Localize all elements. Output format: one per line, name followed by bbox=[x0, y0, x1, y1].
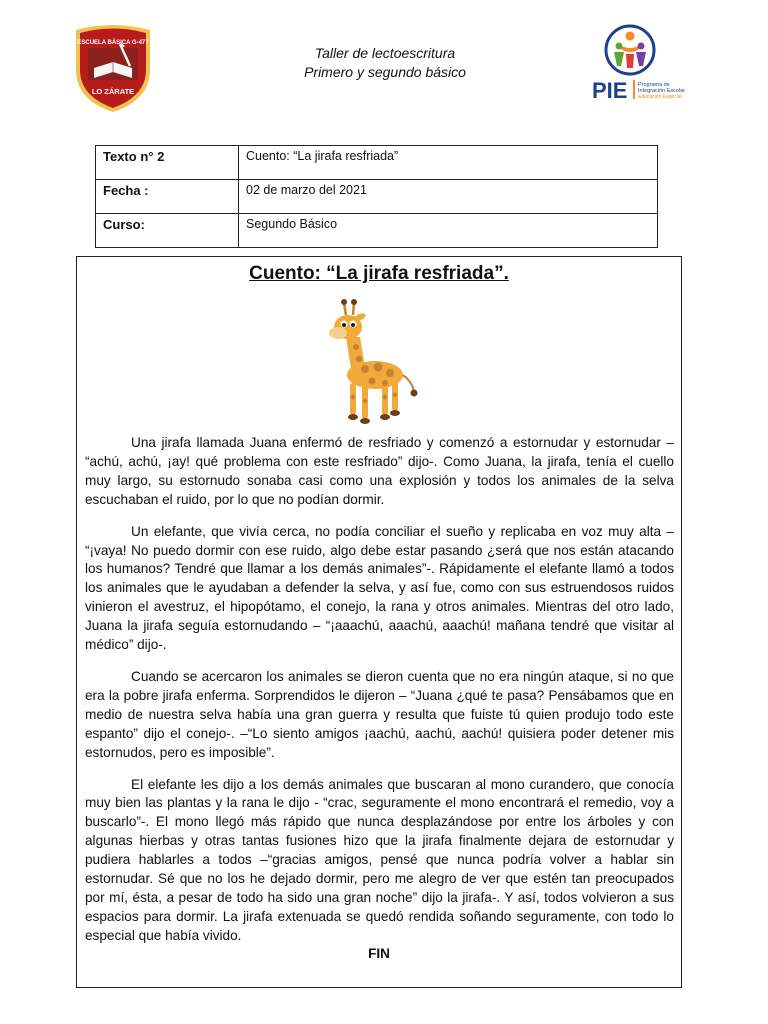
story-paragraph-4: El elefante les dijo a los demás animales que buscaran al mono curandero, que conocía muy bien las plantas y la rana le dijo - “crac, seguramente el mono encontrará el remedio, voy a buscarlo”-. El mono llegó más rápido que nunca desplazándose por entre los árboles y con algunas hierbas y otras tantas fusiones hizo que la jirafa finalmente dejara de estornudar y pudiera hablarles a todos –“gracias amigos, pensé que nunca podría volver a hablar sin estornudar. Sé que no los he dejado dormir, pero me alegro de ver que estén tan preocupados por mí, ésta, a pesar de todo ha sido una gran noche” dijo la jirafa-. Y así, todos volvieron a sus espacios para dormir. La jirafa extenuada se quedó rendida soñando seguramente, con todo lo especial que había vivido. bbox=[85, 776, 674, 943]
story-title: Cuento: “La jirafa resfriada”. bbox=[249, 263, 509, 284]
pie-logo-sub-2: Integración Escolar bbox=[638, 88, 686, 94]
story-paragraph-2: Un elefante, que vivía cerca, no podía conciliar el sueño y replicaba en voz muy alta – “¡vaya! No puedo dormir con ese ruido, algo debe estar pasando ¿será que nos están atacando los humanos? Tendré que llamar a los demás animales”-. Rápidamente el elefante llamó a todos los animales que le ayudaban a defender la selva, y así fue, como con sus estruendosos ruidos vinieron el avestruz, el hipopótamo, el conejo, la rana y otros animales. Mientras del otro lado, Juana la jirafa seguía estornudando – “¡aaachú, aaachú, aaachú! mañana tendré que visitar al médico” dijo-. bbox=[85, 523, 674, 653]
info-row-curso bbox=[96, 214, 658, 248]
info-key: Curso: bbox=[96, 214, 239, 248]
header-title bbox=[230, 44, 540, 82]
info-value: 02 de marzo del 2021 bbox=[239, 180, 658, 214]
info-table bbox=[95, 145, 658, 248]
info-key: Fecha : bbox=[96, 180, 239, 214]
header-line-1: Taller de lectoescritura bbox=[314, 45, 456, 61]
pie-logo-sub-3: Educación Especial bbox=[638, 94, 682, 100]
story-end: FIN bbox=[368, 946, 390, 961]
pie-logo-sub-1: Programa de bbox=[638, 82, 670, 88]
pie-logo bbox=[588, 22, 708, 102]
giraffe-illustration bbox=[320, 297, 420, 425]
story-paragraph-1: Una jirafa llamada Juana enfermó de resfriado y comenzó a estornudar y estornudar – “achú, achú, ¡ay! qué problema con este resfriado” dijo-. Como Juana, la jirafa, tenía el cuello muy largo, su estornudo sonaba casi como una explosión y todos los animales de la selva escuchaban el ruido, por lo que no podían dormir. bbox=[85, 435, 674, 507]
info-value: Cuento: “La jirafa resfriada” bbox=[239, 146, 658, 180]
school-logo bbox=[70, 22, 156, 114]
header-line-2: Primero y segundo básico bbox=[304, 64, 466, 80]
story-box bbox=[76, 256, 682, 988]
info-value: Segundo Básico bbox=[239, 214, 658, 248]
info-row-texto bbox=[96, 146, 658, 180]
school-logo-bottom-text: LO ZÁRATE bbox=[91, 87, 135, 96]
pie-logo-text: PIE bbox=[592, 78, 628, 102]
school-logo-top-text: ESCUELA BÁSICA G-477 bbox=[77, 40, 149, 46]
story-text bbox=[85, 434, 674, 959]
info-row-fecha bbox=[96, 180, 658, 214]
info-key: Texto n° 2 bbox=[96, 146, 239, 180]
story-paragraph-3: Cuando se acercaron los animales se dieron cuenta que no era ningún ataque, si no que era la pobre jirafa enferma. Sorprendidos le dijeron – “Juana ¿qué te pasa? Pensábamos que en medio de nuestra selva había una gran guerra y resulta que fuiste tú quien produjo todo este espanto” dijo el conejo-. –“Lo siento amigos ¡aachú, aachú, aachú! quisiera poder detener mis estornudos, pero es imposible”. bbox=[85, 668, 674, 760]
